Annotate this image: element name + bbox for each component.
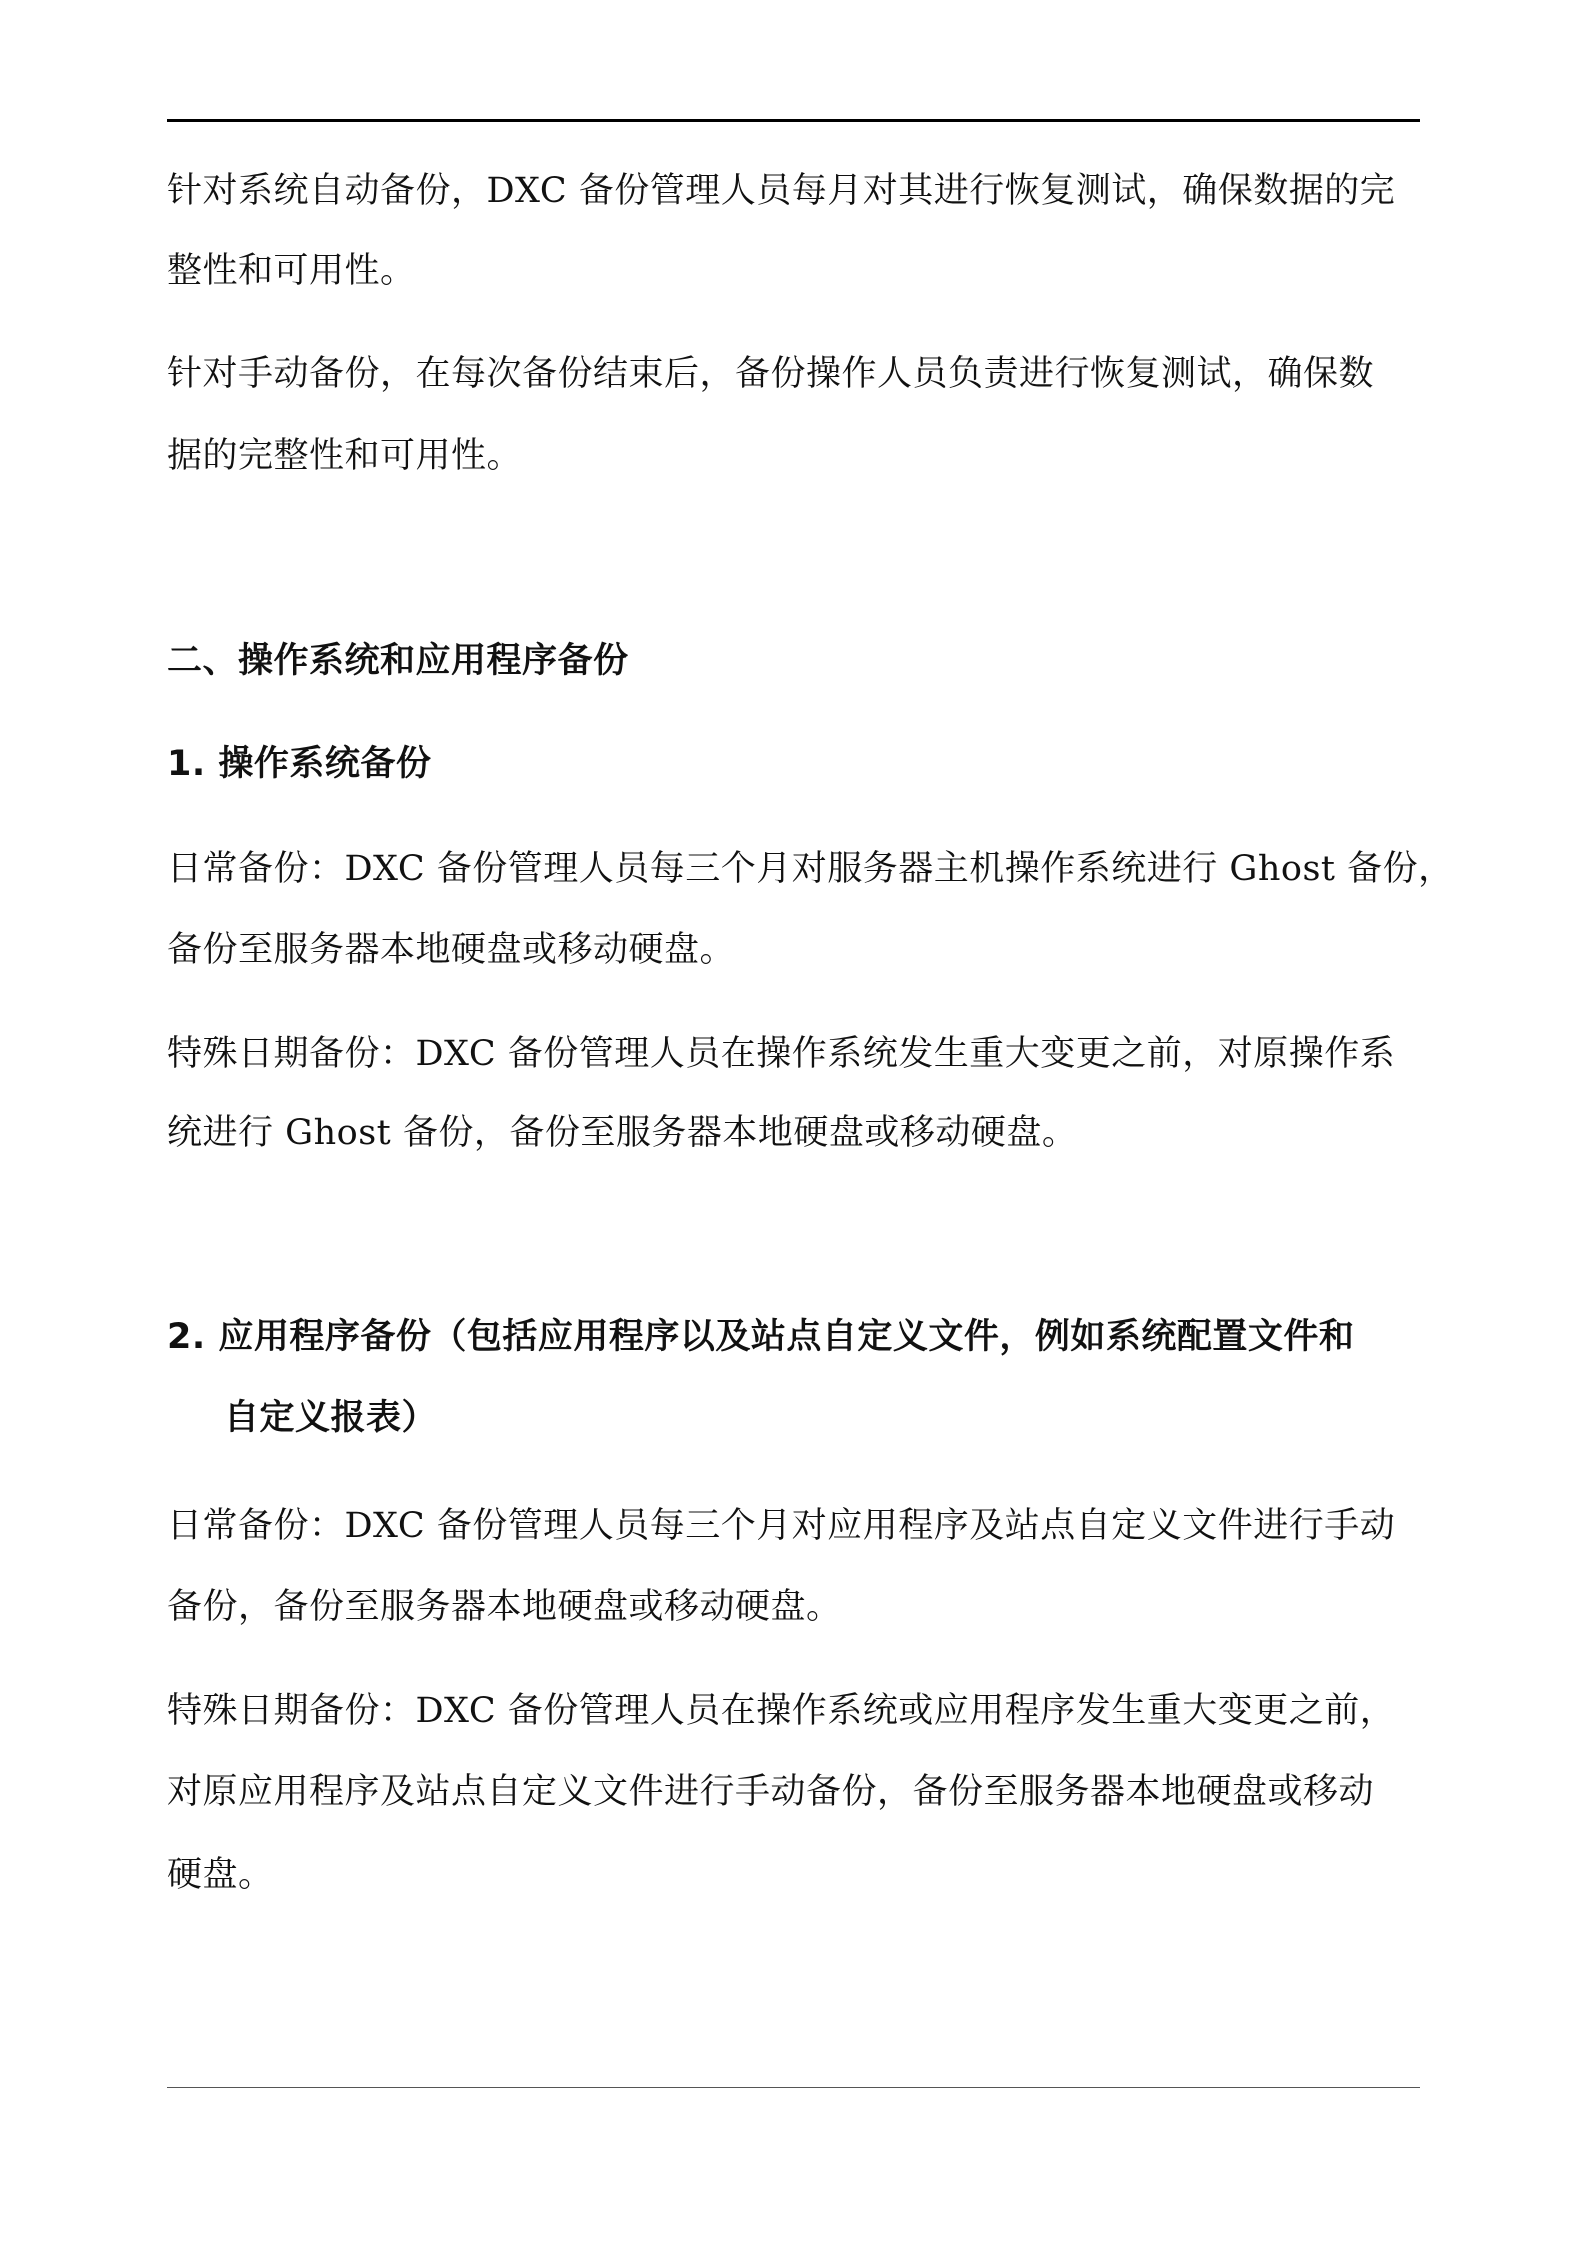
body-text-line: 统进行 Ghost 备份，备份至服务器本地硬盘或移动硬盘。 [167, 1113, 1078, 1153]
body-text-line: 针对系统自动备份，DXC 备份管理人员每月对其进行恢复测试，确保数据的完 [167, 171, 1396, 211]
body-text-line: 针对手动备份，在每次备份结束后，备份操作人员负责进行恢复测试，确保数 [167, 354, 1375, 394]
header-rule [167, 119, 1420, 122]
body-text-line: 特殊日期备份：DXC 备份管理人员在操作系统或应用程序发生重大变更之前， [167, 1691, 1396, 1731]
subsection-heading: 2. 应用程序备份（包括应用程序以及站点自定义文件，例如系统配置文件和 [167, 1317, 1355, 1357]
body-text-line: 对原应用程序及站点自定义文件进行手动备份，备份至服务器本地硬盘或移动 [167, 1772, 1375, 1812]
body-text-line: 特殊日期备份：DXC 备份管理人员在操作系统发生重大变更之前，对原操作系 [167, 1034, 1396, 1074]
subsection-heading: 1. 操作系统备份 [167, 744, 432, 784]
footer-rule [167, 2087, 1420, 2088]
body-text-line: 日常备份：DXC 备份管理人员每三个月对应用程序及站点自定义文件进行手动 [167, 1506, 1396, 1546]
section-heading: 二、操作系统和应用程序备份 [167, 641, 629, 681]
body-text-line: 备份至服务器本地硬盘或移动硬盘。 [167, 930, 736, 970]
body-text-line: 日常备份：DXC 备份管理人员每三个月对服务器主机操作系统进行 Ghost 备份， [167, 849, 1454, 889]
body-text-line: 硬盘。 [167, 1855, 274, 1895]
body-text-line: 备份，备份至服务器本地硬盘或移动硬盘。 [167, 1587, 842, 1627]
body-text-line: 整性和可用性。 [167, 251, 416, 291]
body-text-line: 据的完整性和可用性。 [167, 436, 523, 476]
subsection-heading-cont: 自定义报表） [224, 1398, 438, 1438]
